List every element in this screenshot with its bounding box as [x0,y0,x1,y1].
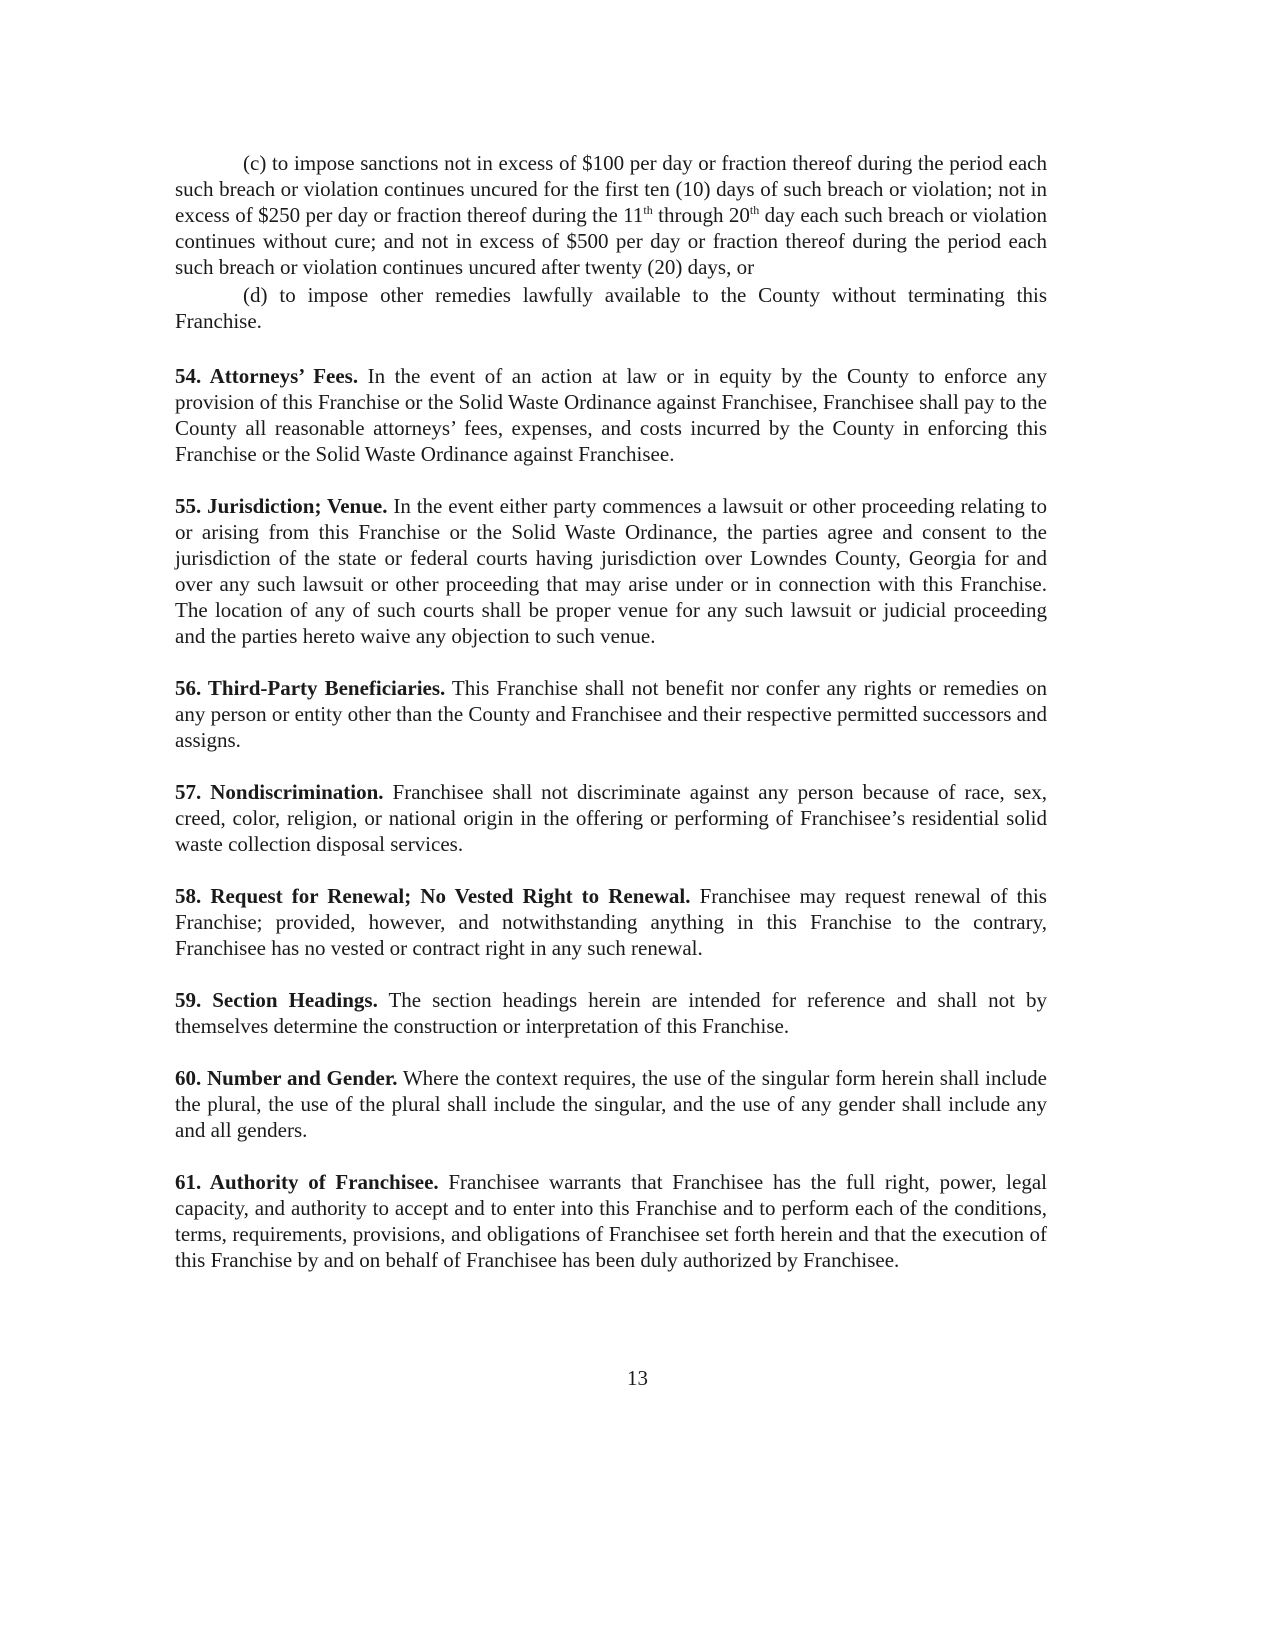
section-body: In the event either party commences a lawsuit or other proceeding relating to or arising from this Franchise or the Solid Waste Ordinance, the parties agree and consent to the jurisdiction of the state or federal courts having jurisdiction over Lowndes County, Georgia for and over any such lawsuit or other proceeding that may arise under or in connection with this Franchise. The location of any of such courts shall be proper venue for any such lawsuit or judicial proceeding and the parties hereto waive any objection to such venue. [175,494,1047,648]
section-58 [175,883,1047,961]
section-heading: 54. Attorneys’ Fees. [175,364,359,388]
section-heading: 56. Third-Party Beneficiaries. [175,676,446,700]
clause-c [175,150,1047,280]
section-61 [175,1169,1047,1273]
section-body: Where the context requires, the use of the singular form herein shall include the plural, the use of the plural shall include the singular, and the use of any gender shall include any and all genders. [175,1066,1047,1142]
section-59 [175,987,1047,1039]
section-heading: 60. Number and Gender. [175,1066,398,1090]
section-body: Franchisee shall not discriminate against any person because of race, sex, creed, color, religion, or national origin in the offering or performing of Franchisee’s residential solid waste collection disposal services. [175,780,1047,856]
section-heading: 57. Nondiscrimination. [175,780,384,804]
clause-d: (d) to impose other remedies lawfully available to the County without terminating this Franchise. [175,283,1047,333]
section-body: The section headings herein are intended for reference and shall not by themselves determine the construction or interpretation of this Franchise. [175,988,1047,1038]
clause-c-text-2: through 20 [652,203,750,227]
section-55 [175,493,1047,649]
section-heading: 55. Jurisdiction; Venue. [175,494,388,518]
section-56 [175,675,1047,753]
section-body: Franchisee warrants that Franchisee has the full right, power, legal capacity, and authority to accept and to enter into this Franchise and to perform each of the conditions, terms, requirements, provisions, and obligations of Franchisee set forth herein and that the execution of this Franchise by and on behalf of Franchisee has been duly authorized by Franchisee. [175,1170,1047,1272]
section-heading: 59. Section Headings. [175,988,378,1012]
superscript-th: th [643,203,653,217]
section-57 [175,779,1047,857]
clause-c-text-3: day each such breach or violation continues without cure; and not in excess of $500 per day or fraction thereof during the period each such breach or violation continues uncured after twenty (20) days, or [175,203,1047,279]
section-54 [175,363,1047,467]
page-number: 13 [627,1366,648,1390]
section-60 [175,1065,1047,1143]
section-body: In the event of an action at law or in equity by the County to enforce any provision of this Franchise or the Solid Waste Ordinance against Franchisee, Franchisee shall pay to the County all reasonable attorneys’ fees, expenses, and costs incurred by the County in enforcing this Franchise or the Solid Waste Ordinance against Franchisee. [175,364,1047,466]
section-body: This Franchise shall not benefit nor confer any rights or remedies on any person or entity other than the County and Franchisee and their respective permitted successors and assigns. [175,676,1047,752]
document-page [175,150,1047,1273]
section-body: Franchisee may request renewal of this Franchise; provided, however, and notwithstanding anything in this Franchise to the contrary, Franchisee has no vested or contract right in any such renewal. [175,884,1047,960]
clause-c-text-1: (c) to impose sanctions not in excess of $100 per day or fraction thereof during the period each such breach or violation continues uncured for the first ten (10) days of such breach or violation; not in excess of $250 per day or fraction thereof during the 11 [175,151,1047,227]
section-heading: 58. Request for Renewal; No Vested Right to Renewal. [175,884,691,908]
section-heading: 61. Authority of Franchisee. [175,1170,439,1194]
superscript-th: th [749,203,760,217]
